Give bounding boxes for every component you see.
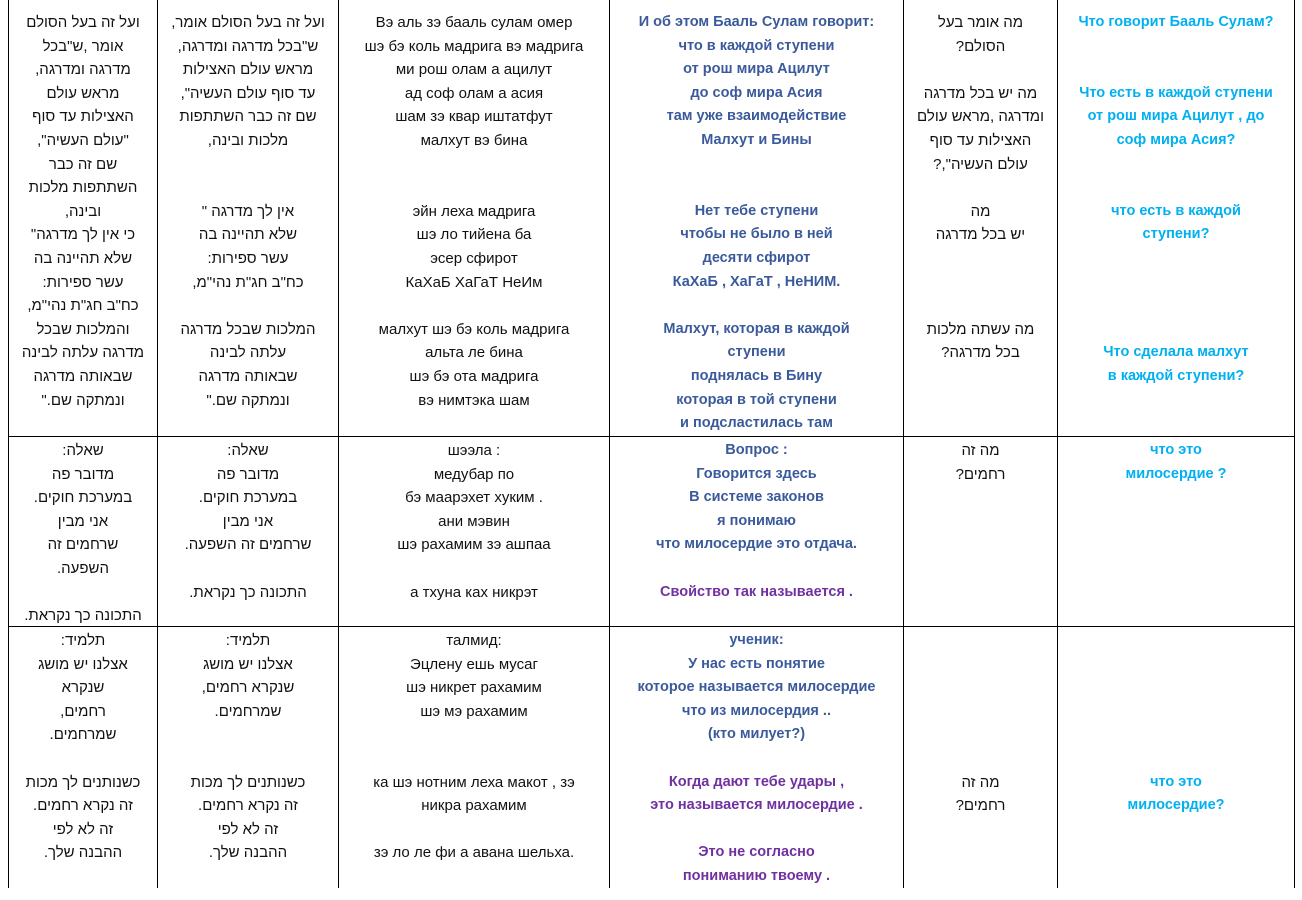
cell-text-line: и подсластилась там xyxy=(680,415,833,432)
cell-text-line: вэ нимтэка шам xyxy=(418,391,530,409)
cell-text-line: медубар по xyxy=(433,465,515,483)
cell-text-line: מדובר פה xyxy=(216,465,280,483)
cell-text-line: בכל מדרגה? xyxy=(941,344,1020,362)
cell-r2-transliteration xyxy=(339,439,609,625)
cell-text-line xyxy=(158,557,338,581)
cell-text-line xyxy=(1058,700,1294,724)
cell-text-line: соф мира Асия? xyxy=(1116,131,1236,148)
cell-text-line: шэ никрет рахамим xyxy=(406,679,542,697)
cell-text-line: ступени xyxy=(727,344,786,361)
cell-r2-hebrew-full xyxy=(9,439,157,625)
cell-text-line: эсер сфирот xyxy=(430,249,518,267)
cell-text-line xyxy=(904,676,1057,700)
cell-text-line: эйн леха мадрига xyxy=(412,202,536,220)
cell-r2-russian-question xyxy=(1058,439,1294,625)
cell-text-line xyxy=(1058,294,1294,318)
cell-text-line xyxy=(1058,153,1294,177)
cell-text-line xyxy=(904,294,1057,318)
cell-text-line: что из милосердия .. xyxy=(682,702,831,719)
cell-text-line xyxy=(610,176,903,200)
cell-text-line: милосердие ? xyxy=(1125,465,1227,482)
cell-r2-hebrew xyxy=(158,439,338,625)
cell-text-line xyxy=(9,747,157,771)
cell-text-line: השפעה. xyxy=(56,559,109,577)
cell-text-line xyxy=(158,723,338,747)
cell-text-line: шэ бэ коль мадрига вэ мадрига xyxy=(364,37,584,55)
cell-text-line: זה לא לפי xyxy=(217,820,279,838)
cell-text-line: במערכת חוקים. xyxy=(198,489,298,507)
cell-text-line: бэ маарэхет хуким . xyxy=(405,489,543,507)
cell-text-line: התכונה כך נקראת. xyxy=(189,583,307,601)
cell-text-line xyxy=(158,153,338,177)
cell-text-line: מראש עולם xyxy=(46,84,120,102)
cell-text-line: там уже взаимодействие xyxy=(666,108,847,125)
cell-text-line: Эцлену ешь мусаг xyxy=(410,655,538,673)
cell-text-line: Что есть в каждой ступени xyxy=(1079,84,1273,101)
cell-text-line xyxy=(1058,58,1294,82)
cell-text-line: ступени? xyxy=(1142,226,1210,243)
cell-text-line: ועל זה בעל הסולם xyxy=(26,14,140,31)
cell-text-line: Свойство так называется . xyxy=(660,583,853,600)
cell-text-line: а тхуна ках никрэт xyxy=(410,583,538,601)
cell-text-line: шэ бэ ота мадрига xyxy=(409,367,539,385)
cell-text-line: КаХаБ , ХаГаТ , НеНИМ. xyxy=(672,273,841,290)
cell-text-line: ад соф олам а асия xyxy=(404,84,544,102)
cell-text-line xyxy=(339,153,609,177)
cell-text-line: ка шэ нотним леха макот , зэ xyxy=(373,773,575,791)
cell-text-line: ההבנה שלך. xyxy=(208,844,288,862)
cell-text-line xyxy=(610,294,903,318)
cell-text-line xyxy=(1058,629,1294,653)
cell-text-line: малхут вэ бина xyxy=(420,131,528,149)
cell-text-line xyxy=(610,747,903,771)
cell-text-line: שם זה כבר xyxy=(48,155,118,173)
cell-text-line: אומר ,ש"בכל xyxy=(42,37,124,55)
cell-text-line: האצילות עד סוף xyxy=(929,131,1032,149)
grid-line xyxy=(1294,0,1295,888)
cell-text-line: Малхут, которая в каждой xyxy=(663,320,850,337)
cell-r1-russian-question xyxy=(1058,11,1294,435)
cell-r1-hebrew-full xyxy=(9,11,157,435)
cell-text-line: רחמים? xyxy=(955,465,1006,483)
cell-text-line: התכונה כך נקראת. xyxy=(24,607,142,625)
cell-text-line: ми рош олам а ацилут xyxy=(395,61,553,79)
cell-r3-russian-question xyxy=(1058,629,1294,893)
cell-text-line: האצילות עד סוף xyxy=(32,108,134,126)
cell-text-line: Вэ аль зэ бааль сулам омер xyxy=(375,14,573,31)
grid-line xyxy=(8,436,1294,437)
cell-text-line: זה לא לפי xyxy=(52,820,114,838)
cell-text-line: Вопрос : xyxy=(725,442,788,458)
cell-text-line: עשר ספירות: xyxy=(42,273,124,291)
cell-text-line xyxy=(339,723,609,747)
cell-text-line: עד סוף עולם העשיה", xyxy=(180,84,316,102)
cell-text-line: רחמים, xyxy=(60,702,106,720)
cell-text-line: רחמים? xyxy=(955,797,1006,815)
cell-r3-hebrew-full xyxy=(9,629,157,893)
cell-text-line: шам зэ квар иштатфут xyxy=(395,108,553,126)
cell-text-line: что это xyxy=(1150,442,1202,458)
cell-r3-hebrew-question xyxy=(904,629,1057,893)
cell-text-line: шэ рахамим зэ ашпаа xyxy=(397,536,551,554)
cell-text-line xyxy=(1058,747,1294,771)
cell-text-line xyxy=(1058,176,1294,200)
cell-text-line: В системе законов xyxy=(689,489,824,506)
cell-text-line: אני מבין xyxy=(222,512,274,530)
cell-r1-hebrew-question xyxy=(904,11,1057,435)
cell-text-line: הסולם? xyxy=(955,37,1006,55)
cell-text-line xyxy=(904,700,1057,724)
cell-text-line: יש בכל מדרגה xyxy=(935,226,1026,244)
cell-text-line: כשנותנים לך מכות xyxy=(25,773,141,791)
cell-text-line: שבאותה מדרגה xyxy=(198,367,298,385)
cell-text-line: המלכות שבכל מדרגה xyxy=(180,320,316,338)
cell-text-line: זה נקרא רחמים. xyxy=(33,797,133,815)
cell-text-line: Что сделала малхут xyxy=(1103,344,1249,361)
cell-text-line: מדובר פה xyxy=(51,465,115,483)
cell-text-line: מה אומר בעל xyxy=(937,14,1024,31)
cell-text-line: ученик: xyxy=(729,632,784,648)
cell-text-line xyxy=(904,747,1057,771)
cell-text-line: ש"בכל מדרגה ומדרגה, xyxy=(177,37,319,55)
cell-text-line: которая в той ступени xyxy=(676,391,837,408)
cell-text-line: И об этом Бааль Сулам говорит: xyxy=(638,14,875,30)
cell-text-line xyxy=(904,271,1057,295)
cell-text-line xyxy=(1058,723,1294,747)
cell-text-line: שנקרא רחמים, xyxy=(201,679,295,697)
cell-text-line xyxy=(158,176,338,200)
cell-text-line: (кто милует?) xyxy=(707,726,806,743)
cell-text-line: это называется милосердие . xyxy=(650,797,863,814)
cell-text-line: пониманию твоему . xyxy=(682,867,831,884)
cell-text-line: что есть в каждой xyxy=(1111,202,1241,219)
cell-text-line: шэ ло тийена ба xyxy=(416,226,532,244)
cell-text-line: מראש עולם האצילות xyxy=(182,61,314,79)
cell-text-line: ונמתקה שם." xyxy=(41,391,125,409)
cell-r2-hebrew-question xyxy=(904,439,1057,625)
cell-r1-russian xyxy=(610,11,903,435)
cell-text-line: КаХаБ ХаГаТ НеИм xyxy=(405,273,543,291)
cell-text-line xyxy=(9,581,157,605)
cell-text-line: השתתפות מלכות xyxy=(28,179,138,197)
cell-text-line: מדרגה עלתה לבינה xyxy=(21,344,145,362)
cell-r1-transliteration xyxy=(339,11,609,435)
cell-text-line: ההבנה שלך. xyxy=(43,844,123,862)
cell-text-line: ועל זה בעל הסולם אומר, xyxy=(171,14,325,31)
cell-text-line: ובינה, xyxy=(64,202,102,220)
cell-text-line: что милосердие это отдача. xyxy=(656,536,857,553)
cell-text-line xyxy=(339,747,609,771)
cell-text-line: ונמתקה שם." xyxy=(206,391,290,409)
cell-text-line: чтобы не было в ней xyxy=(680,226,833,243)
cell-text-line: כח"ב חג"ת נהי"מ, xyxy=(192,273,304,291)
cell-text-line: מה זה xyxy=(961,773,1000,791)
cell-text-line: что в каждой ступени xyxy=(678,37,835,54)
cell-text-line xyxy=(904,58,1057,82)
cell-text-line: שלא תהיינה בה xyxy=(198,226,298,244)
cell-text-line: малхут шэ бэ коль мадрига xyxy=(378,320,570,338)
cell-text-line xyxy=(1058,653,1294,677)
cell-text-line: десяти сфирот xyxy=(702,249,811,266)
cell-text-line: עולם העשיה",? xyxy=(933,155,1028,173)
cell-text-line xyxy=(1058,318,1294,342)
cell-text-line: שבאותה מדרגה xyxy=(33,367,133,385)
cell-text-line: שרחמים זה השפעה. xyxy=(184,536,312,554)
cell-text-line: מדרגה ומדרגה, xyxy=(35,61,131,79)
cell-text-line xyxy=(1058,271,1294,295)
cell-r3-russian xyxy=(610,629,903,893)
cell-text-line: שרחמים זה xyxy=(47,536,119,554)
cell-text-line: כי אין לך מדרגה" xyxy=(30,226,136,244)
cell-text-line: шэ мэ рахамим xyxy=(420,702,528,720)
cell-text-line: в каждой ступени? xyxy=(1107,367,1245,384)
cell-text-line: שמרחמים. xyxy=(49,726,117,744)
cell-text-line xyxy=(904,176,1057,200)
cell-text-line: שלא תהיינה בה xyxy=(33,249,133,267)
cell-text-line: Нет тебе ступени xyxy=(694,202,819,219)
cell-text-line xyxy=(339,818,609,842)
cell-text-line: милосердие? xyxy=(1127,797,1225,814)
cell-text-line xyxy=(610,557,903,581)
cell-r2-russian xyxy=(610,439,903,625)
cell-text-line: "עולם העשיה", xyxy=(37,131,129,149)
cell-text-line: Что говорит Бааль Сулам? xyxy=(1078,14,1274,30)
cell-text-line: שנקרא xyxy=(61,679,105,697)
cell-text-line: шээла : xyxy=(447,442,501,459)
cell-text-line: במערכת חוקים. xyxy=(33,489,133,507)
cell-text-line xyxy=(1058,35,1294,59)
cell-text-line xyxy=(339,176,609,200)
cell-text-line: до соф мира Асия xyxy=(690,84,823,101)
cell-text-line: כשנותנים לך מכות xyxy=(190,773,306,791)
cell-text-line: שם זה כבר השתתפות xyxy=(179,108,317,126)
cell-text-line: от рош мира Ацилут xyxy=(683,61,830,78)
cell-r1-hebrew xyxy=(158,11,338,435)
cell-text-line: поднялась в Бину xyxy=(690,367,823,384)
cell-text-line: никра рахамим xyxy=(421,797,527,815)
cell-text-line: עשר ספירות: xyxy=(207,249,289,267)
cell-text-line: מלכות ובינה, xyxy=(207,131,289,149)
cell-text-line: У нас есть понятие xyxy=(688,655,825,672)
cell-text-line xyxy=(610,153,903,177)
cell-text-line xyxy=(339,557,609,581)
cell-text-line: ани мэвин xyxy=(438,512,510,530)
cell-r3-hebrew xyxy=(158,629,338,893)
cell-text-line: אצלנו יש מושג xyxy=(38,655,128,673)
cell-text-line xyxy=(1058,676,1294,700)
cell-text-line xyxy=(158,747,338,771)
cell-text-line: альта ле бина xyxy=(425,344,523,362)
cell-text-line xyxy=(610,818,903,842)
cell-text-line: כח"ב חג"ת נהי"מ, xyxy=(27,297,139,315)
cell-text-line: от рош мира Ацилут , до xyxy=(1087,108,1265,125)
cell-text-line: Когда дают тебе удары , xyxy=(668,773,845,790)
cell-text-line: я понимаю xyxy=(717,512,796,529)
cell-text-line: Малхут и Бины xyxy=(701,131,812,148)
cell-text-line: שאלה: xyxy=(62,442,104,459)
cell-text-line: תלמיד: xyxy=(225,632,271,649)
cell-text-line: שמרחמים. xyxy=(214,702,282,720)
cell-text-line: אני מבין xyxy=(57,512,109,530)
cell-text-line: מה עשתה מלכות xyxy=(926,320,1035,338)
cell-text-line: מה יש בכל מדרגה xyxy=(923,84,1038,102)
cell-text-line xyxy=(339,294,609,318)
cell-text-line: עלתה לבינה xyxy=(209,344,287,362)
cell-text-line: אין לך מדרגה " xyxy=(201,202,295,220)
cell-text-line xyxy=(904,247,1057,271)
cell-text-line: ומדרגה ,מראש עולם xyxy=(917,108,1044,126)
cell-text-line: Это не согласно xyxy=(698,844,815,861)
cell-text-line xyxy=(904,653,1057,677)
cell-text-line: אצלנו יש מושג xyxy=(203,655,293,673)
cell-text-line xyxy=(904,629,1057,653)
cell-text-line xyxy=(1058,247,1294,271)
cell-text-line: которое называется милосердие xyxy=(637,679,876,696)
cell-text-line: והמלכות שבכל xyxy=(36,320,130,338)
cell-text-line: Говорится здесь xyxy=(696,465,817,482)
cell-text-line: זה נקרא רחמים. xyxy=(198,797,298,815)
cell-text-line: מה xyxy=(970,202,991,220)
cell-text-line xyxy=(904,723,1057,747)
cell-text-line: תלמיד: xyxy=(60,632,106,649)
cell-text-line xyxy=(158,294,338,318)
cell-text-line: зэ ло ле фи а авана шельха. xyxy=(373,844,575,862)
grid-line xyxy=(8,626,1294,627)
cell-text-line: что это xyxy=(1150,773,1202,790)
cell-r3-transliteration xyxy=(339,629,609,893)
cell-text-line: שאלה: xyxy=(227,442,269,459)
cell-text-line: מה זה xyxy=(961,442,1000,459)
cell-text-line: талмид: xyxy=(446,632,502,649)
